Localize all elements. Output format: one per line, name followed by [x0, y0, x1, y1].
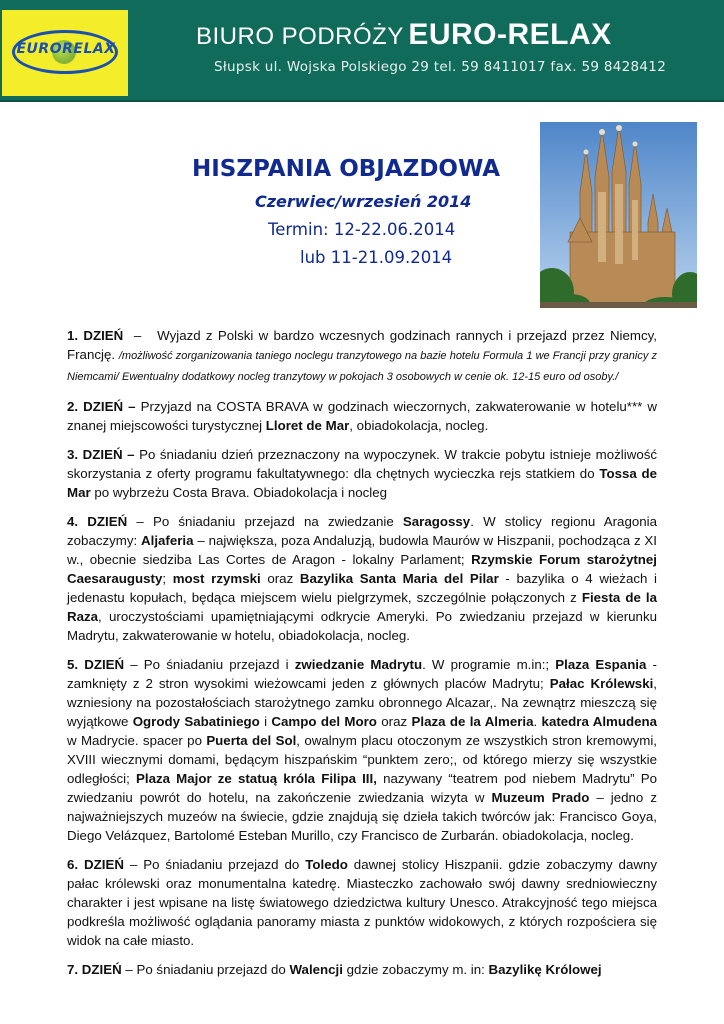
- company-name: [196, 18, 716, 52]
- day-5-place: Puerta del Sol: [206, 733, 297, 748]
- day-7-place: Bazylikę Królowej: [488, 962, 602, 977]
- day-4-place: Saragossy: [402, 514, 471, 529]
- day-3-label: 3. DZIEŃ –: [67, 447, 135, 462]
- day-7-paragraph: [67, 960, 657, 979]
- day-2-text-end: , obiadokolacja, nocleg.: [349, 418, 489, 433]
- day-2-paragraph: [67, 397, 657, 435]
- day-3-place: Tossa de Mar: [67, 466, 657, 500]
- day-5-label: 5. DZIEŃ: [67, 657, 125, 672]
- offer-title: HISZPANIA OBJAZDOWA: [192, 156, 501, 182]
- day-5-place: Ogrody Sabatiniego: [132, 714, 260, 729]
- day-4-paragraph: [67, 512, 657, 645]
- day-4-text: – Po śniadaniu przejazd na zwiedzanie: [127, 514, 403, 529]
- day-3-text-end: po wybrzeżu Costa Brava. Obiadokolacja i nocleg: [90, 485, 388, 500]
- day-4-text: – największa, poza Andaluzją, budowla Maurów w Hiszpanii, pochodząca z XI w., obecnie siedziba Las Cortes de Aragon - lokalny Parlament;: [67, 533, 657, 567]
- day-5-text: - zamknięty z 2 stron wysokimi wieżowcami jeden z głównych placów Madrytu;: [67, 657, 657, 691]
- logo-text: EURORELAX: [16, 41, 116, 57]
- day-4-place: Fiesta de la Raza: [67, 590, 657, 624]
- day-5-text: oraz: [376, 714, 412, 729]
- company-brand: EURO-RELAX: [408, 18, 612, 51]
- day-7-text: – Po śniadaniu przejazd do: [121, 962, 290, 977]
- day-5-text: . W programie m.in:;: [422, 657, 556, 672]
- offer-subtitle: Czerwiec/wrzesień 2014: [255, 192, 472, 211]
- day-5-place: Plaza Major ze statuą króla Filipa III,: [136, 771, 377, 786]
- day-1-label: 1. DZIEŃ: [67, 328, 124, 343]
- day-5-text: – Po śniadaniu przejazd i: [124, 657, 295, 672]
- day-1-paragraph: 1. DZIEŃ – Wyjazd z Polski w bardzo wczesnych godzinach rannych i przejazd przez Niemcy, Francję. /możliwość zorganizowania taniego noclegu tranzytowego na bazie hotelu Formula 1 we Francji przy granicy z Niemcami/ Ewentualny dodatkowy nocleg tranzytowy w pokojach 3 osobowych w cenie ok. 12-15 euro od osoby./: [67, 328, 657, 383]
- day-6-paragraph: [67, 855, 657, 950]
- company-logo: [2, 10, 128, 96]
- day-7-place: Walencji: [289, 962, 343, 977]
- day-5-place: Plaza Espania: [555, 657, 647, 672]
- day-4-text: ;: [162, 571, 173, 586]
- day-2-text: Przyjazd na COSTA BRAVA w godzinach wieczornych, zakwaterowanie w hotelu*** w znanej miejscowości turystycznej: [67, 399, 657, 433]
- day-6-text: – Po śniadaniu przejazd do: [123, 857, 306, 872]
- day-5-place: Pałac Królewski: [549, 676, 654, 691]
- day-4-place: Aljaferia: [141, 533, 194, 548]
- day-6-label: 6. DZIEŃ: [67, 857, 124, 872]
- day-5-text: – jedno z najważniejszych muzeów na świecie, gdzie znajdują się dzieła takich twórców jak: Francisco Goya, Diego Velázquez, Bartolomé Esteban Murillo, czy Francisco de Zurbarán. obiadokolacja, nocleg.: [67, 790, 657, 843]
- day-5-text: , wzniesiony na pozostałościach starożytnego zamku obronnego Alcazar,. Na zewnątrz mieszczą się wyjątkowe: [67, 676, 657, 729]
- day-5-text: i: [259, 714, 272, 729]
- day-4-text: oraz: [260, 571, 300, 586]
- day-5-paragraph: [67, 655, 657, 845]
- day-3-text: Po śniadaniu dzień przeznaczony na wypoczynek. W trakcie pobytu istnieje możliwość skorzystania z oferty programu fakultatywnego: dla chętnych wycieczka rejs statkiem do: [67, 447, 658, 481]
- day-5-place: Muzeum Prado: [491, 790, 590, 805]
- day-1-text: Wyjazd z Polski w bardzo wczesnych godzinach rannych i przejazd przez Niemcy, Francję.: [67, 328, 657, 362]
- day-5-place: Campo del Moro: [271, 714, 377, 729]
- day-7-label: 7. DZIEŃ: [67, 962, 122, 977]
- day-2-place: Lloret de Mar: [265, 418, 350, 433]
- term-date-2: lub 11-21.09.2014: [300, 248, 453, 267]
- day-1-note: /możliwość zorganizowania taniego noclegu tranzytowego na bazie hotelu Formula 1 we Francji przy granicy z Niemcami/ Ewentualny dodatkowy nocleg tranzytowy w pokojach 3 osobowych w cenie ok. 12-15 euro od osoby./: [67, 350, 657, 383]
- day-4-text: - bazylika o 4 wieżach i jedenastu kopułach, będąca miejscem wielu pielgrzymek, szczególnie połączonych z: [67, 571, 658, 605]
- day-6-place: Toledo: [305, 857, 348, 872]
- day-4-place: Rzymskie Forum starożytnej Caesaraugusty: [67, 552, 657, 586]
- company-prefix: BIURO PODRÓŻY: [196, 23, 404, 50]
- term-date-1: Termin: 12-22.06.2014: [268, 220, 456, 239]
- day-5-text: , owalnym placu otoczonym ze wszystkich stron kremowymi, XVIII wiecznymi domami, będącym hiszpańskim “punktem zero;, od którego mierzy się wszystkie odległości;: [67, 733, 657, 786]
- day-5-place: zwiedzanie Madrytu: [294, 657, 423, 672]
- itinerary: [67, 326, 657, 989]
- day-6-text: dawnej stolicy Hiszpanii. gdzie zobaczymy dawny pałac królewski oraz monumentalna katedrę. Miasteczko zachowało swój dawny sredniowieczny charakter i jest wpisane na listę światowego dziedzictwa kultury Unesco. Atrakcyjność tego miejsca podkreśla możliwość oglądania panoramy miasta z punktów widokowych, z których rozpościera się widok na całe miasto.: [67, 857, 657, 948]
- day-5-text: w Madrycie. spacer po: [67, 733, 207, 748]
- day-5-place: katedra Almudena: [541, 714, 657, 729]
- day-4-place: Bazylika Santa Maria del Pilar: [299, 571, 499, 586]
- day-4-text: , uroczystościami upamiętniającymi odkrycie Ameryki. Po zwiedzaniu przejazd w kierunku Madrytu, zakwaterowanie w hotelu, obiadokolacja, nocleg.: [67, 609, 657, 643]
- day-3-paragraph: [67, 445, 657, 502]
- letterhead: [0, 0, 724, 102]
- cathedral-illustration: [540, 122, 697, 308]
- day-4-label: 4. DZIEŃ: [67, 514, 128, 529]
- day-5-text: nazywany “teatrem pod niebem Madrytu” Po zwiedzaniu powrót do hotelu, na zakończenie zwiedzania wizyta w: [67, 771, 658, 805]
- day-2-label: 2. DZIEŃ –: [67, 399, 136, 414]
- day-5-text: .: [533, 714, 542, 729]
- day-5-place: Plaza de la Almeria: [411, 714, 534, 729]
- day-4-place: most rzymski: [172, 571, 261, 586]
- day-7-text: gdzie zobaczymy m. in:: [342, 962, 489, 977]
- day-4-text: . W stolicy regionu Aragonia zobaczymy:: [67, 514, 657, 548]
- sagrada-familia-photo: [540, 122, 697, 308]
- company-address: Słupsk ul. Wojska Polskiego 29 tel. 59 8411017 fax. 59 8428412: [214, 59, 667, 75]
